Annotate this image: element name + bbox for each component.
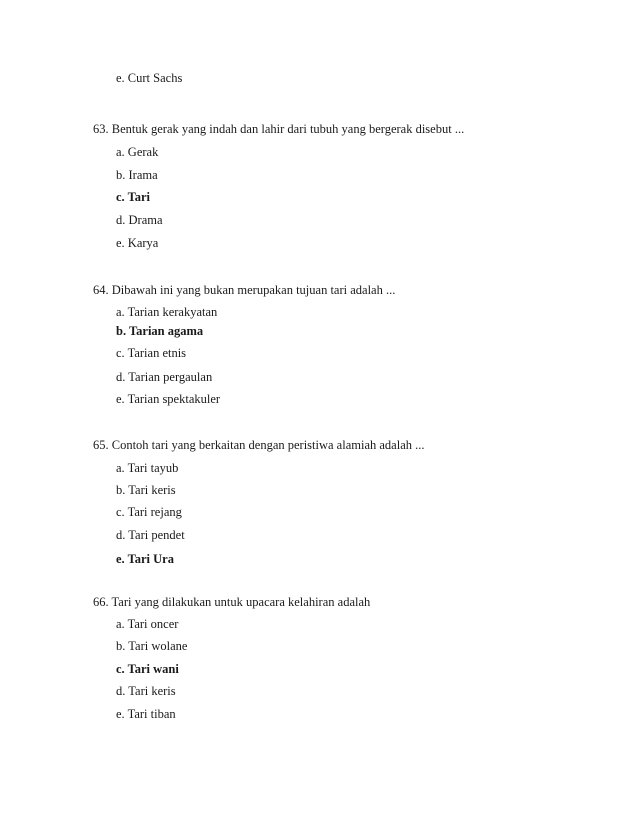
- question-66: 66. Tari yang dilakukan untuk upacara kelahiran adalah: [93, 595, 371, 609]
- q63-option-d: d. Drama: [116, 213, 163, 227]
- question-64: 64. Dibawah ini yang bukan merupakan tujuan tari adalah ...: [93, 283, 396, 297]
- q65-option-d: d. Tari pendet: [116, 528, 185, 542]
- q64-option-c: c. Tarian etnis: [116, 346, 187, 360]
- q66-option-e: e. Tari tiban: [116, 707, 176, 721]
- q65-option-e-correct: e. Tari Ura: [116, 552, 174, 566]
- q63-option-e: e. Karya: [116, 236, 159, 250]
- q64-option-b-correct: b. Tarian agama: [116, 324, 204, 338]
- option-e-curt-sachs: e. Curt Sachs: [116, 71, 183, 85]
- q63-option-c-correct: c. Tari: [116, 190, 151, 204]
- q63-option-a: a. Gerak: [116, 145, 159, 159]
- question-65: 65. Contoh tari yang berkaitan dengan peristiwa alamiah adalah ...: [93, 438, 425, 452]
- question-63: 63. Bentuk gerak yang indah dan lahir dari tubuh yang bergerak disebut ...: [93, 122, 465, 136]
- q64-option-d: d. Tarian pergaulan: [116, 370, 213, 384]
- q63-option-b: b. Irama: [116, 168, 158, 182]
- q65-option-b: b. Tari keris: [116, 483, 176, 497]
- q66-option-b: b. Tari wolane: [116, 639, 188, 653]
- q65-option-a: a. Tari tayub: [116, 461, 179, 475]
- q65-option-c: c. Tari rejang: [116, 505, 182, 519]
- q64-option-a: a. Tarian kerakyatan: [116, 305, 218, 319]
- q66-option-c-correct: c. Tari wani: [116, 662, 179, 676]
- q64-option-e: e. Tarian spektakuler: [116, 392, 221, 406]
- q66-option-a: a. Tari oncer: [116, 617, 179, 631]
- q66-option-d: d. Tari keris: [116, 684, 176, 698]
